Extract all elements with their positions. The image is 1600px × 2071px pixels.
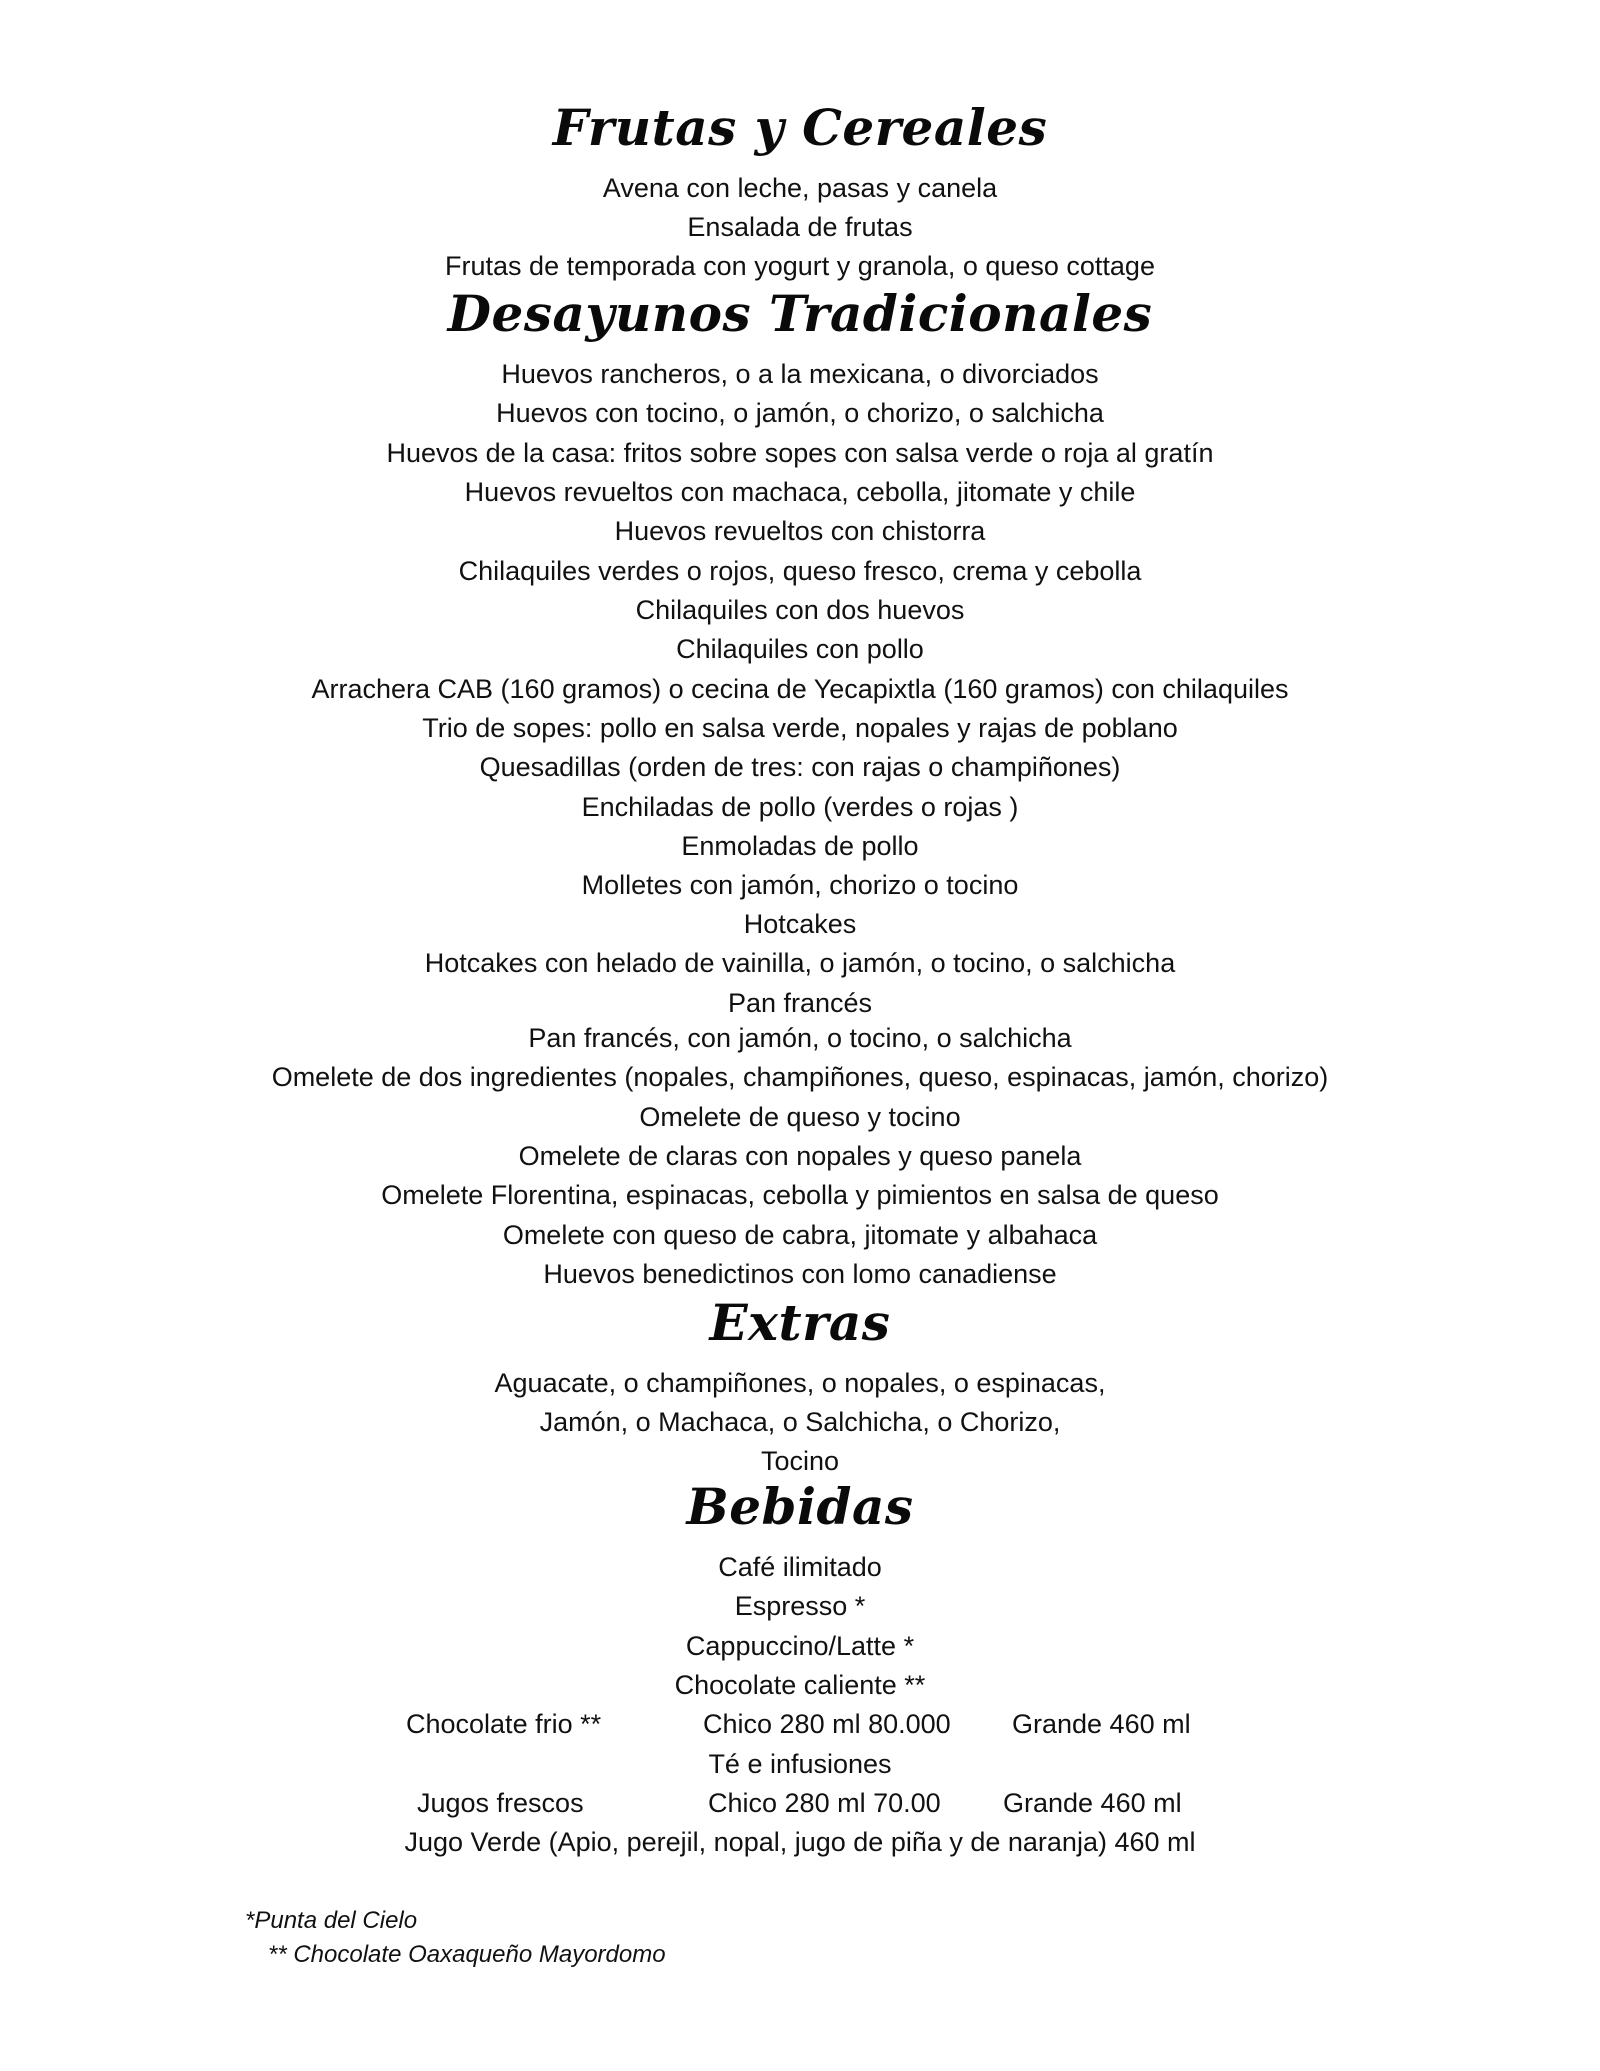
chocolate-frio-chico: Chico 280 ml 80.000 [703,1709,951,1739]
desayunos-item-5: Huevos revueltos con chistorra [614,516,986,546]
heading-desayunos-tradicionales: Desayunos Tradicionales [447,284,1153,343]
desayunos-item-16: Hotcakes con helado de vainilla, o jamón, o tocino, o salchicha [424,948,1176,978]
extras-item-1: Aguacate, o champiñones, o nopales, o espinacas, [494,1368,1106,1398]
extras-item-3: Tocino [760,1446,840,1476]
desayunos-item-23: Omelete con queso de cabra, jitomate y albahaca [502,1220,1098,1250]
desayunos-item-14: Molletes con jamón, chorizo o tocino [581,870,1019,900]
bebidas-item-4: Chocolate caliente ** [674,1670,926,1700]
jugo-verde: Jugo Verde (Apio, perejil, nopal, jugo de piña y de naranja) 460 ml [404,1827,1196,1857]
desayunos-item-3: Huevos de la casa: fritos sobre sopes con salsa verde o roja al gratín [386,438,1214,468]
frutas-item-3: Frutas de temporada con yogurt y granola, o queso cottage [445,251,1155,281]
jugos-frescos-name: Jugos frescos [417,1788,584,1818]
desayunos-item-12: Enchiladas de pollo (verdes o rojas ) [581,792,1019,822]
bebidas-item-3: Cappuccino/Latte * [685,1631,915,1661]
desayunos-item-1: Huevos rancheros, o a la mexicana, o divorciados [501,359,1099,389]
desayunos-item-17: Pan francés [727,988,873,1018]
desayunos-item-15: Hotcakes [743,909,857,939]
footnote-chocolate-oaxaqueno: ** Chocolate Oaxaqueño Mayordomo [268,1941,666,1968]
chocolate-frio-name: Chocolate frio ** [406,1709,602,1739]
footnote-punta-del-cielo: *Punta del Cielo [245,1907,418,1934]
desayunos-item-20: Omelete de queso y tocino [639,1102,961,1132]
extras-item-2: Jamón, o Machaca, o Salchicha, o Chorizo, [539,1407,1061,1437]
heading-extras: Extras [709,1293,891,1352]
desayunos-item-8: Chilaquiles con pollo [676,634,924,664]
te-e-infusiones: Té e infusiones [708,1749,892,1779]
desayunos-item-24: Huevos benedictinos con lomo canadiense [543,1259,1057,1289]
chocolate-frio-grande: Grande 460 ml [1012,1709,1191,1739]
frutas-item-1: Avena con leche, pasas y canela [602,173,998,203]
desayunos-item-2: Huevos con tocino, o jamón, o chorizo, o salchicha [496,398,1104,428]
desayunos-item-22: Omelete Florentina, espinacas, cebolla y pimientos en salsa de queso [381,1180,1219,1210]
desayunos-item-10: Trio de sopes: pollo en salsa verde, nopales y rajas de poblano [422,713,1178,743]
desayunos-item-19: Omelete de dos ingredientes (nopales, champiñones, queso, espinacas, jamón, chorizo) [271,1062,1329,1092]
bebidas-item-1: Café ilimitado [718,1552,882,1582]
heading-bebidas: Bebidas [686,1477,914,1536]
desayunos-item-4: Huevos revueltos con machaca, cebolla, jitomate y chile [464,477,1136,507]
desayunos-item-18: Pan francés, con jamón, o tocino, o salchicha [528,1023,1072,1053]
heading-frutas-y-cereales: Frutas y Cereales [552,98,1048,157]
desayunos-item-9: Arrachera CAB (160 gramos) o cecina de Yecapixtla (160 gramos) con chilaquiles [311,674,1289,704]
jugos-frescos-grande: Grande 460 ml [1003,1788,1182,1818]
desayunos-item-6: Chilaquiles verdes o rojos, queso fresco, crema y cebolla [458,556,1142,586]
desayunos-item-21: Omelete de claras con nopales y queso panela [518,1141,1082,1171]
desayunos-item-13: Enmoladas de pollo [681,831,919,861]
desayunos-item-7: Chilaquiles con dos huevos [635,595,965,625]
desayunos-item-11: Quesadillas (orden de tres: con rajas o champiñones) [479,752,1121,782]
frutas-item-2: Ensalada de frutas [687,212,913,242]
jugos-frescos-chico: Chico 280 ml 70.00 [708,1788,941,1818]
bebidas-item-2: Espresso * [734,1591,866,1621]
